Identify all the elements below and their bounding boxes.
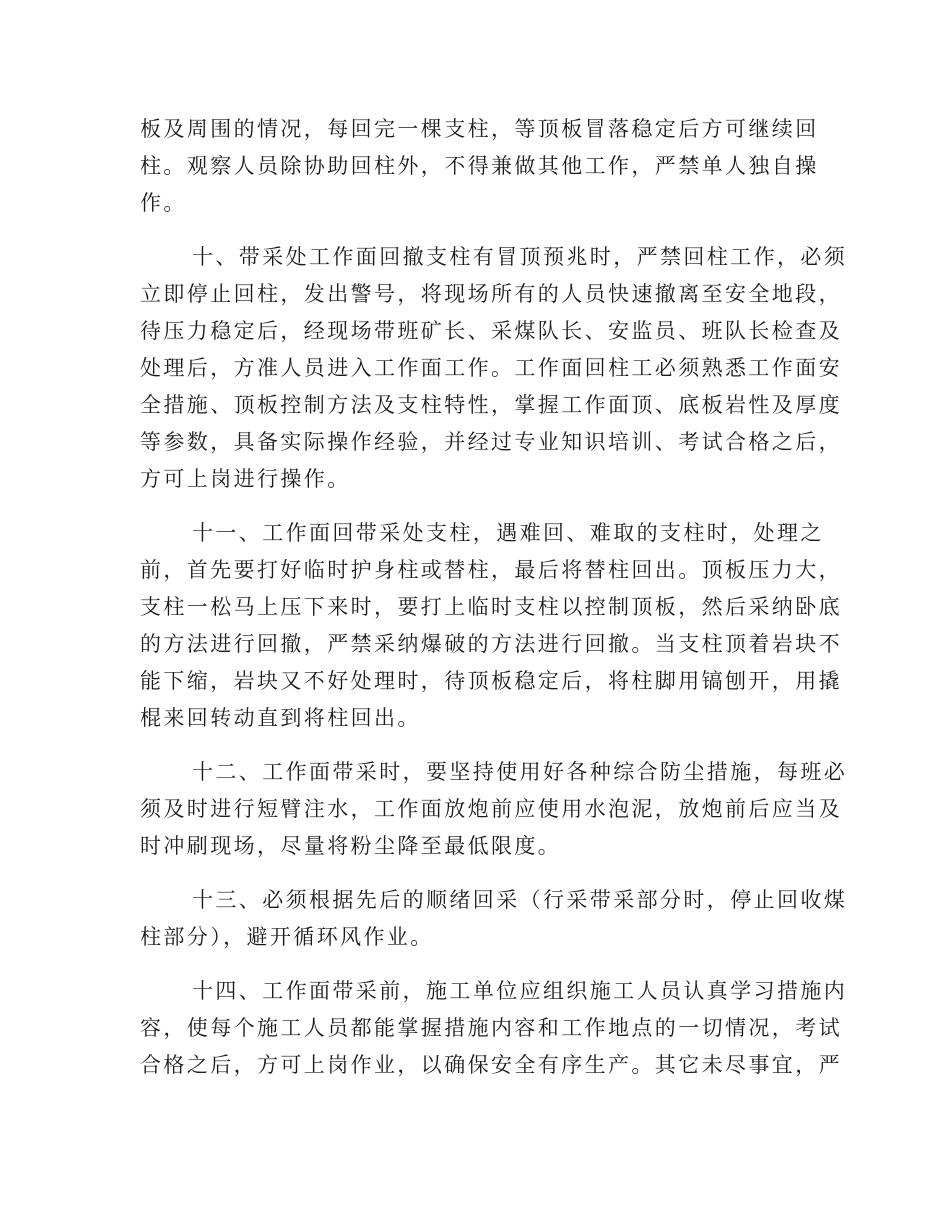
text-line: 十、带采处工作面回撤支柱有冒顶预兆时，严禁回柱工作，必须 [192,245,848,269]
text-line: 立即停止回柱，发出警号，将现场所有的人员快速撤离至安全地段， [140,282,842,306]
text-line: 支柱一松马上压下来时，要打上临时支柱以控制顶板，然后采纳卧底 [140,595,842,619]
text-line: 的方法进行回撤，严禁采纳爆破的方法进行回撤。当支柱顶着岩块不 [140,632,842,656]
text-line: 能下缩，岩块又不好处理时，待顶板稳定后，将柱脚用镐刨开，用撬 [140,669,842,693]
text-line: 柱。观察人员除协助回柱外，不得兼做其他工作，严禁单人独自操 [140,154,819,178]
text-line: 十一、工作面回带采处支柱，遇难回、难取的支柱时，处理之 [192,521,824,545]
text-line: 须及时进行短臂注水，工作面放炮前应使用水泡泥，放炮前后应当及 [140,797,842,821]
text-line: 时冲刷现场，尽量将粉尘降至最低限度。 [140,834,562,858]
text-line: 作。 [140,191,187,215]
text-line: 合格之后，方可上岗作业，以确保安全有序生产。其它未尽事宜，严 [140,1053,842,1077]
text-line: 板及周围的情况，每回完一棵支柱，等顶板冒落稳定后方可继续回 [140,117,819,141]
text-line: 棍来回转动直到将柱回出。 [140,706,421,730]
text-line: 十二、工作面带采时，要坚持使用好各种综合防尘措施，每班必 [192,760,848,784]
text-line: 十四、工作面带采前，施工单位应组织施工人员认真学习措施内 [192,979,848,1003]
text-line: 处理后，方准人员进入工作面工作。工作面回柱工必须熟悉工作面安 [140,356,842,380]
text-line: 待压力稳定后，经现场带班矿长、采煤队长、安监员、班队长检查及 [140,319,842,343]
text-line: 方可上岗进行操作。 [140,467,351,491]
text-line: 等参数，具备实际操作经验，并经过专业知识培训、考试合格之后， [140,430,842,454]
text-line: 前，首先要打好临时护身柱或替柱，最后将替柱回出。顶板压力大， [140,558,842,582]
text-line: 容，使每个施工人员都能掌握措施内容和工作地点的一切情况，考试 [140,1016,842,1040]
text-line: 十三、必须根据先后的顺绪回采（行采带采部分时，停止回收煤 [192,888,848,912]
text-line: 柱部分），避开循环风作业。 [140,925,434,949]
text-line: 全措施、顶板控制方法及支柱特性，掌握工作面顶、底板岩性及厚度 [140,393,842,417]
